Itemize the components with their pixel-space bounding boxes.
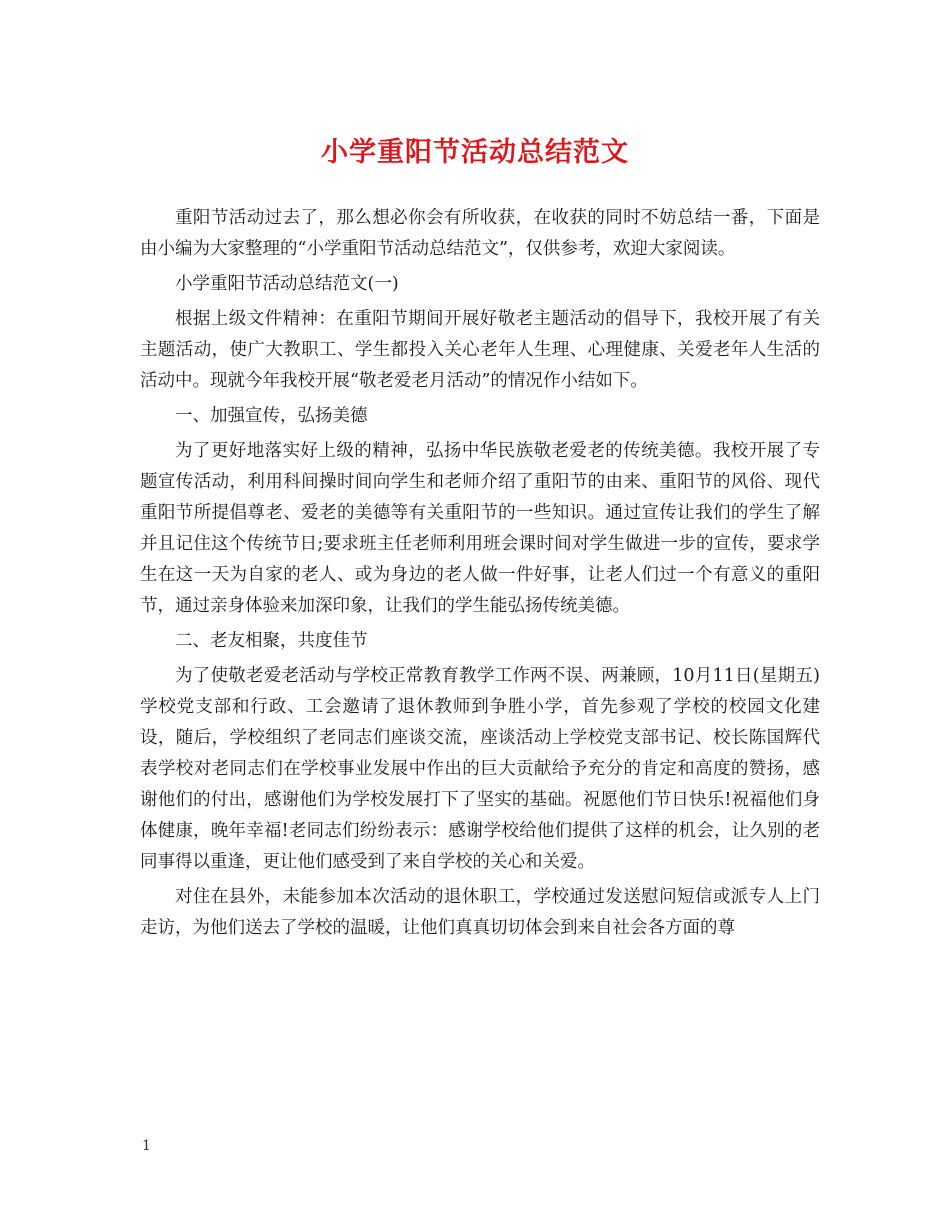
paragraph: 为了使敬老爱老活动与学校正常教育教学工作两不误、两兼顾，10月11日(星期五)学校党支部和行政、工会邀请了退休教师到争胜小学，首先参观了学校的校园文化建设，随后，学校组织了老同志们座谈交流，座谈活动上学校党支部书记、校长陈国辉代表学校对老同志们在学校事业发展中作出的巨大贡献给予充分的肯定和高度的赞扬，感谢他们的付出，感谢他们为学校发展打下了坚实的基础。祝愿他们节日快乐!祝福他们身体健康，晚年幸福!老同志们纷纷表示：感谢学校给他们提供了这样的机会，让久别的老同事得以重逢，更让他们感受到了来自学校的关心和关爱。 — [140, 666, 820, 872]
paragraph-intro: 重阳节活动过去了，那么想必你会有所收获，在收获的同时不妨总结一番，下面是由小编为大家整理的“小学重阳节活动总结范文”，仅供参考，欢迎大家阅读。 — [140, 208, 820, 259]
subsection-heading: 二、老友相聚，共度佳节 — [175, 631, 368, 651]
page-number: 1 — [142, 1138, 151, 1154]
paragraph: 为了更好地落实好上级的精神，弘扬中华民族敬老爱老的传统美德。我校开展了专题宣传活动，利用科间操时间向学生和老师介绍了重阳节的由来、重阳节的风俗、现代重阳节所提倡尊老、爱老的美德等有关重阳节的一些知识。通过宣传让我们的学生了解并且记住这个传统节日;要求班主任老师利用班会课时间对学生做进一步的宣传，要求学生在这一天为自家的老人、或为身边的老人做一件好事，让老人们过一个有意义的重阳节，通过亲身体验来加深印象，让我们的学生能弘扬传统美德。 — [140, 441, 820, 616]
paragraph: 根据上级文件精神：在重阳节期间开展好敬老主题活动的倡导下，我校开展了有关主题活动，使广大教职工、学生都投入关心老年人生理、心理健康、关爱老年人生活的活动中。现就今年我校开展“敬老爱老月活动”的情况作小结如下。 — [140, 309, 820, 391]
subsection-heading: 一、加强宣传，弘扬美德 — [175, 406, 368, 426]
paragraph: 对住在县外，未能参加本次活动的退休职工，学校通过发送慰问短信或派专人上门走访，为他们送去了学校的温暖，让他们真真切切体会到来自社会各方面的尊 — [140, 887, 820, 938]
document-title: 小学重阳节活动总结范文 — [321, 137, 629, 168]
section-heading: 小学重阳节活动总结范文(一) — [175, 274, 399, 294]
document-body — [140, 203, 820, 948]
